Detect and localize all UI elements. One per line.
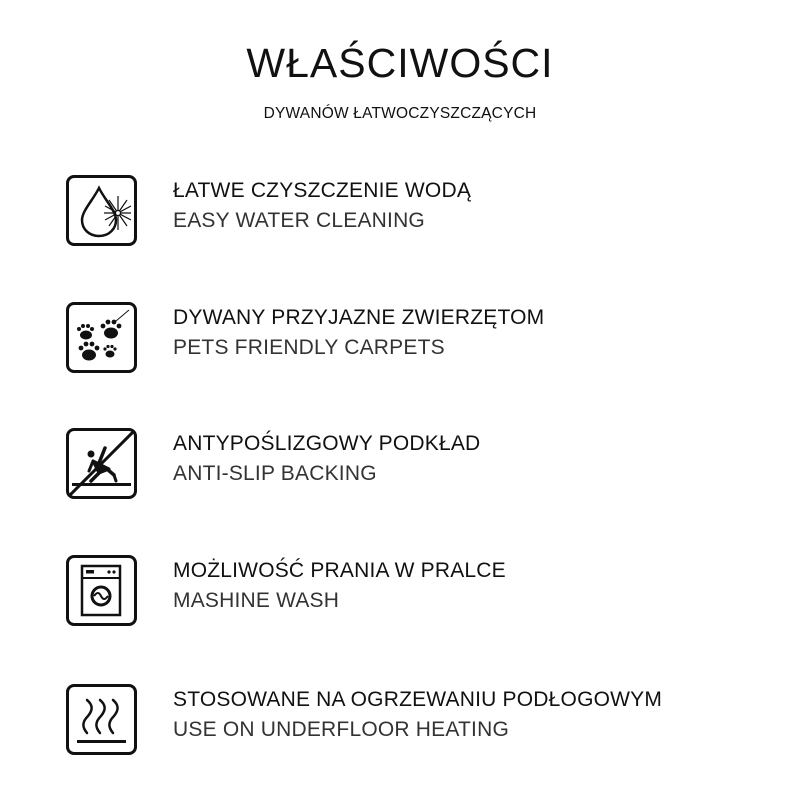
page-subtitle: DYWANÓW ŁATWOCZYSZCZĄCYCH (263, 105, 537, 122)
feature-item-anti-slip (66, 428, 766, 500)
feature-label-pl: ŁATWE CZYSZCZENIE WODĄ (173, 179, 472, 202)
feature-label-en: PETS FRIENDLY CARPETS (173, 336, 445, 359)
feature-item-water-cleaning (66, 175, 766, 247)
feature-item-underfloor-heating (66, 684, 766, 756)
feature-label-pl: DYWANY PRZYJAZNE ZWIERZĘTOM (173, 306, 545, 329)
washing-machine-icon (66, 555, 137, 626)
page-title: WŁAŚCIWOŚCI (246, 40, 554, 86)
anti-slip-icon (66, 428, 137, 499)
feature-label-pl: MOŻLIWOŚĆ PRANIA W PRALCE (173, 559, 506, 582)
feature-label-pl: STOSOWANE NA OGRZEWANIU PODŁOGOWYM (173, 688, 663, 711)
feature-label-en: MASHINE WASH (173, 589, 340, 612)
water-drop-sparkle-icon (66, 175, 137, 246)
feature-label-en: USE ON UNDERFLOOR HEATING (173, 718, 509, 741)
feature-item-pets-friendly (66, 302, 766, 374)
feature-label-en: EASY WATER CLEANING (173, 209, 425, 232)
paw-prints-icon (66, 302, 137, 373)
feature-label-en: ANTI-SLIP BACKING (173, 462, 377, 485)
feature-item-machine-wash (66, 555, 766, 627)
feature-label-pl: ANTYPOŚLIZGOWY PODKŁAD (173, 432, 481, 455)
underfloor-heating-icon (66, 684, 137, 755)
